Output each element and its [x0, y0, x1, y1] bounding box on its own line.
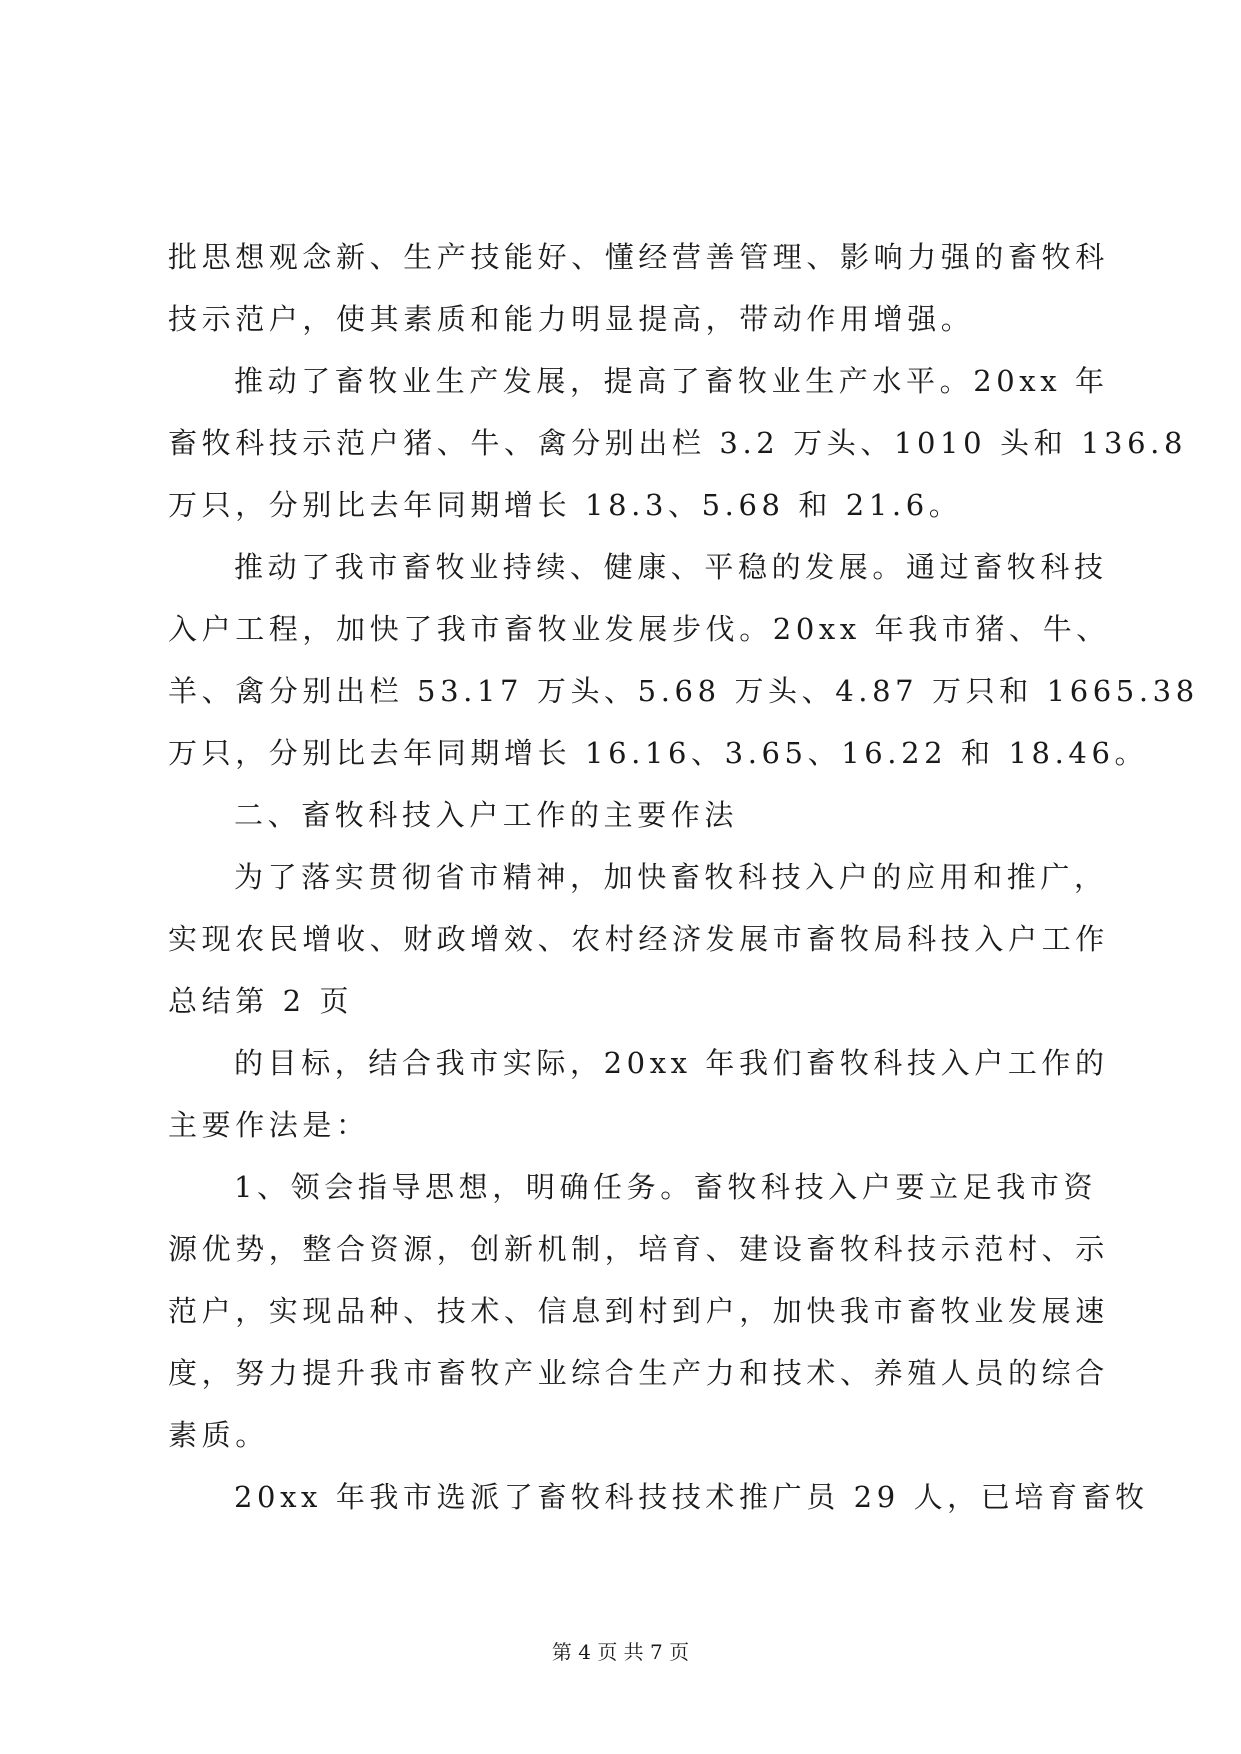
page-footer: 第 4 页 共 7 页	[551, 1640, 690, 1664]
body-line: 羊、禽分别出栏 53.17 万头、5.68 万头、4.87 万只和 1665.38	[168, 674, 1199, 708]
body-line: 素质。	[168, 1418, 269, 1452]
body-line: 技示范户，使其素质和能力明显提高，带动作用增强。	[168, 302, 975, 336]
body-line: 入户工程，加快了我市畜牧业发展步伐。20xx 年我市猪、牛、	[168, 612, 1110, 646]
body-line: 20xx 年我市选派了畜牧科技技术推广员 29 人，已培育畜牧	[234, 1480, 1149, 1514]
body-line: 万只，分别比去年同期增长 18.3、5.68 和 21.6。	[168, 488, 963, 522]
body-line: 主要作法是：	[168, 1108, 370, 1142]
body-line: 为了落实贯彻省市精神，加快畜牧科技入户的应用和推广，	[234, 860, 1108, 894]
body-line: 1、领会指导思想，明确任务。畜牧科技入户要立足我市资	[234, 1170, 1098, 1204]
body-line: 实现农民增收、财政增效、农村经济发展市畜牧局科技入户工作	[168, 922, 1109, 956]
body-line: 万只，分别比去年同期增长 16.16、3.65、16.22 和 18.46。	[168, 736, 1149, 770]
body-line: 度，努力提升我市畜牧产业综合生产力和技术、养殖人员的综合	[168, 1356, 1109, 1390]
document-body	[168, 226, 1199, 1528]
body-line: 源优势，整合资源，创新机制，培育、建设畜牧科技示范村、示	[168, 1232, 1109, 1266]
body-line: 推动了我市畜牧业持续、健康、平稳的发展。通过畜牧科技	[234, 550, 1108, 584]
section-heading: 二、畜牧科技入户工作的主要作法	[234, 798, 739, 832]
body-line: 推动了畜牧业生产发展，提高了畜牧业生产水平。20xx 年	[234, 364, 1109, 398]
body-line: 畜牧科技示范户猪、牛、禽分别出栏 3.2 万头、1010 头和 136.8	[168, 426, 1188, 460]
body-line: 的目标，结合我市实际，20xx 年我们畜牧科技入户工作的	[234, 1046, 1109, 1080]
body-line: 范户，实现品种、技术、信息到村到户，加快我市畜牧业发展速	[168, 1294, 1109, 1328]
body-line: 总结第 2 页	[168, 984, 354, 1018]
body-line: 批思想观念新、生产技能好、懂经营善管理、影响力强的畜牧科	[168, 240, 1109, 274]
